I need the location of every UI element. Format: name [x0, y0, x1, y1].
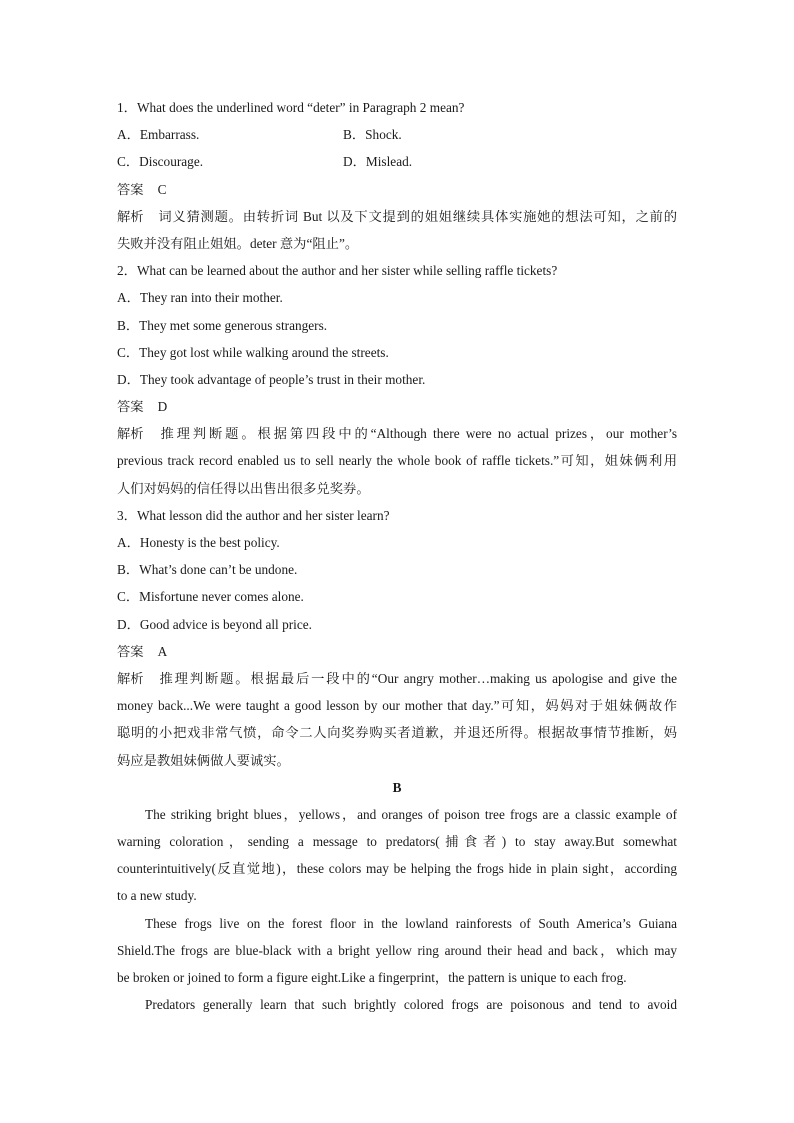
option-b: B．What’s done can’t be undone.: [117, 562, 298, 578]
option-a: A．They ran into their mother.: [117, 290, 283, 306]
analysis-line: [117, 203, 677, 230]
analysis-line: 失败并没有阻止姐姐。deter 意为“阻止”。: [117, 235, 359, 251]
passage-line: counterintuitively(反直觉地)，these colors may be helping the frogs hide in plain sight，according: [117, 861, 677, 877]
question-stem: 2．What can be learned about the author and her sister while selling raffle tickets?: [117, 263, 558, 279]
question-stem: 3．What lesson did the author and her sister learn?: [117, 507, 390, 523]
analysis-line: [117, 420, 677, 447]
options-row: [117, 121, 677, 148]
question-2: [117, 257, 677, 502]
answer-label: 答案: [117, 399, 144, 415]
question-stem: 1．What does the underlined word “deter” in Paragraph 2 mean?: [117, 100, 465, 115]
analysis-text: 推理判断题。根据第四段中的“Although there were no actual prizes，our mother’s: [157, 426, 677, 442]
passage-paragraph-3: [117, 991, 677, 1018]
passage-paragraph-1: [117, 801, 677, 910]
question-3: [117, 502, 677, 774]
answer-value: A: [157, 643, 168, 659]
passage-line: Shield.The frogs are blue-black with a bright yellow ring around their head and back，which may: [117, 942, 677, 958]
option-c: C．They got lost while walking around the streets.: [117, 344, 389, 360]
option-d: D．Good advice is beyond all price.: [117, 616, 312, 632]
answer-line: [117, 393, 677, 420]
analysis-line: previous track record enabled us to sell nearly the whole book of raffle tickets.”可知，姐妹俩利用: [117, 453, 677, 469]
analysis-text: 词义猜测题。由转折词 But 以及下文提到的姐姐继续具体实施她的想法可知，之前的: [157, 208, 677, 224]
analysis-line: 聪明的小把戏非常气愤，命令二人向奖券购买者道歉，并退还所得。根据故事情节推断，妈: [117, 725, 677, 741]
answer-label: 答案: [117, 643, 144, 659]
passage-line: These frogs live on the forest floor in the lowland rainforests of South America’s Guiana: [145, 915, 677, 931]
section-title: B: [392, 779, 402, 795]
option-d: D．They took advantage of people’s trust in their mother.: [117, 371, 426, 387]
option-c: C．Misfortune never comes alone.: [117, 589, 304, 605]
option-c: C．Discourage.: [117, 154, 204, 170]
passage-line: be broken or joined to form a figure eight.Like a fingerprint，the pattern is unique to each frog.: [117, 970, 627, 985]
analysis-label: 解析: [117, 670, 144, 686]
analysis-line: 妈应是教姐妹俩做人要诚实。: [117, 752, 290, 768]
passage-line: to a new study.: [117, 888, 197, 904]
analysis-text: 推理判断题。根据最后一段中的“Our angry mother…making us apologise and give the: [157, 670, 677, 686]
passage-line: The striking bright blues，yellows，and oranges of poison tree frogs are a classic example of: [145, 806, 677, 822]
answer-line: [117, 638, 677, 665]
option-a: A．Embarrass.: [117, 127, 200, 143]
answer-value: D: [157, 399, 168, 415]
passage-line: Predators generally learn that such brightly colored frogs are poisonous and tend to avoid: [145, 997, 677, 1013]
question-1: [117, 94, 677, 257]
answer-value: C: [157, 181, 167, 197]
option-a: A．Honesty is the best policy.: [117, 535, 280, 550]
option-d: D．Mislead.: [343, 154, 413, 170]
analysis-label: 解析: [117, 426, 144, 442]
answer-line: [117, 176, 677, 203]
answer-label: 答案: [117, 181, 144, 197]
passage-line: warning coloration，sending a message to predators(捕食者) to stay away.But somewhat: [117, 834, 677, 850]
analysis-line: 人们对妈妈的信任得以出售出很多兑奖券。: [117, 480, 370, 496]
option-b: B．Shock.: [343, 127, 402, 143]
analysis-label: 解析: [117, 208, 144, 224]
option-b: B．They met some generous strangers.: [117, 317, 328, 333]
analysis-line: [117, 665, 677, 692]
analysis-line: money back...We were taught a good lesson by our mother that day.”可知，妈妈对于姐妹俩故作: [117, 698, 677, 714]
document-page: [117, 94, 677, 1018]
passage-paragraph-2: [117, 910, 677, 992]
options-row: [117, 148, 677, 175]
